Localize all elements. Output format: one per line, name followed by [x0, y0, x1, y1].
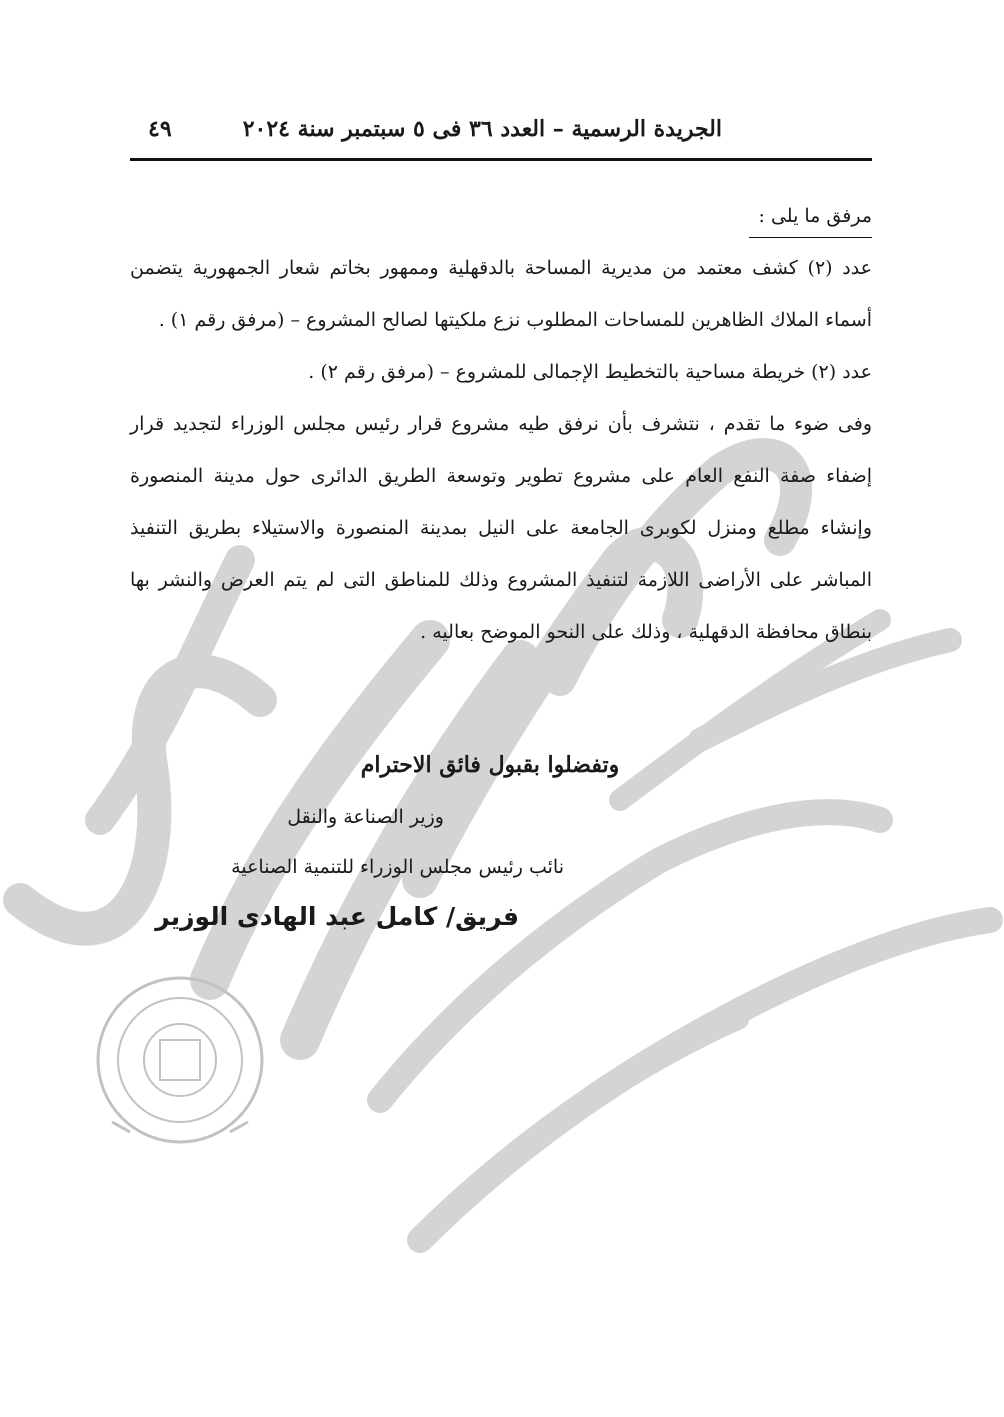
attachments-label: مرفق ما يلى : — [749, 197, 873, 238]
signatory-title-2: نائب رئيس مجلس الوزراء للتنمية الصناعية — [231, 856, 564, 878]
paragraph-attachment-2: عدد (٢) خريطة مساحية بالتخطيط الإجمالى للمشروع – (مرفق رقم ٢) . — [308, 361, 872, 383]
page-number: ٤٩ — [148, 116, 172, 142]
closing-salutation: وتفضلوا بقبول فائق الاحترام — [360, 752, 620, 778]
signatory-name: فريق/ كامل عبد الهادى الوزير — [155, 902, 519, 931]
watermark-stroke — [480, 1020, 740, 1180]
watermark-stroke — [300, 660, 520, 1040]
seal-icon — [98, 978, 262, 1142]
watermark-stroke — [20, 671, 260, 929]
document-body — [130, 190, 872, 658]
paragraph-main: وفى ضوء ما تقدم ، نتشرف بأن نرفق طيه مشروع قرار رئيس مجلس الوزراء لتجديد قرار إضفاء صفة النفع العام على مشروع تطوير وتوسعة الطريق الدائرى حول مدينة المنصورة وإنشاء مطلع ومنزل لكوبرى الجامعة على النيل بمدينة المنصورة والاستيلاء بطريق التنفيذ المباشر على الأراضى اللازمة لتنفيذ المشروع وذلك للمناطق التى لم يتم العرض والنشر بها بنطاق محافظة الدقهلية ، وذلك على النحو الموضح بعاليه . — [130, 413, 872, 643]
page-header — [130, 112, 872, 161]
header-title: الجريدة الرسمية – العدد ٣٦ فى ٥ سبتمبر سنة ٢٠٢٤ — [242, 116, 722, 142]
signatory-title-1: وزير الصناعة والنقل — [287, 806, 444, 828]
paragraph-attachment-1: عدد (٢) كشف معتمد من مديرية المساحة بالدقهلية وممهور بخاتم شعار الجمهورية يتضمن أسماء الملاك الظاهرين للمساحات المطلوب نزع ملكيتها لصالح المشروع – (مرفق رقم ١) . — [130, 257, 873, 331]
watermark-stroke — [420, 920, 990, 1240]
